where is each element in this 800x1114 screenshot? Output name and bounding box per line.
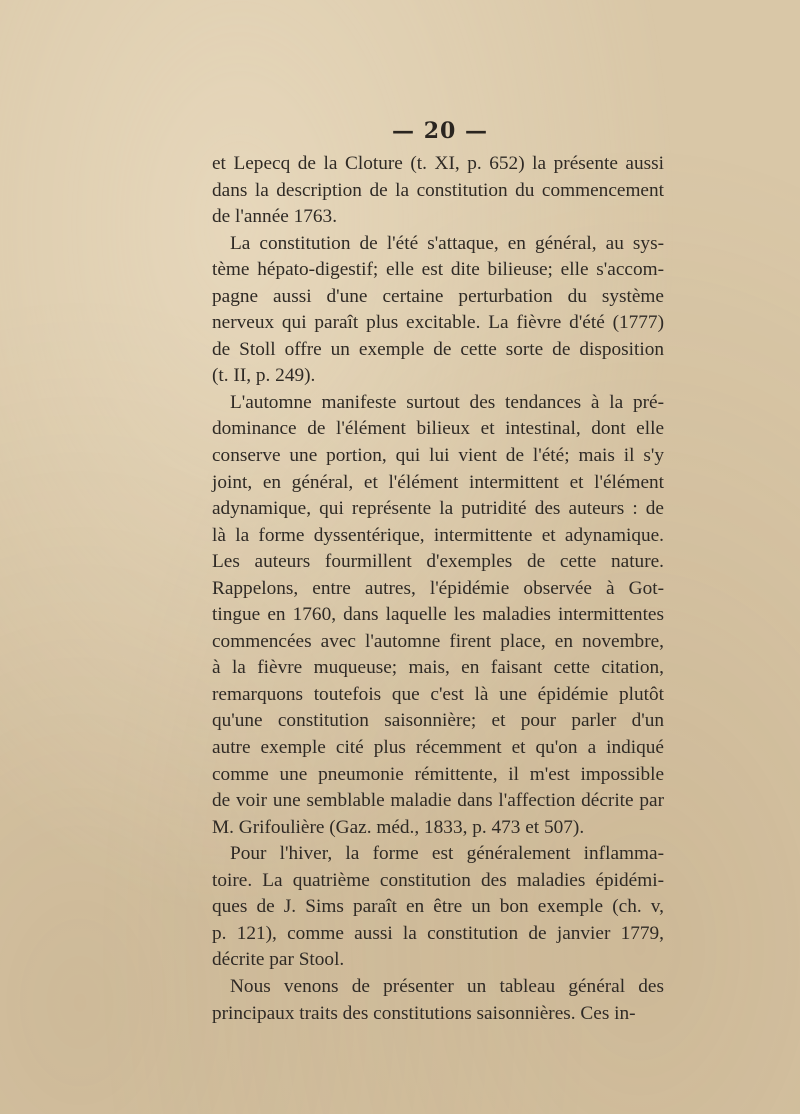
text-line: Pour l'hiver, la forme est généralement inflamma- [230, 843, 664, 865]
text-line: tème hépato-digestif; elle est dite bilieuse; elle s'accom- [212, 259, 664, 281]
text-line: (t. II, p. 249). [212, 365, 316, 387]
body-text [212, 151, 664, 1027]
text-line: autre exemple cité plus récemment et qu'on a indiqué [212, 737, 664, 759]
text-line: de l'année 1763. [212, 206, 338, 228]
text-line: de voir une semblable maladie dans l'affection décrite par [212, 790, 664, 812]
page-number: — 20 — [392, 118, 488, 144]
text-line: pagne aussi d'une certaine perturbation du système [212, 285, 664, 307]
text-line: p. 121), comme aussi la constitution de janvier 1779, [212, 922, 664, 944]
text-line: toire. La quatrième constitution des maladies épidémi- [212, 869, 664, 891]
text-line: Nous venons de présenter un tableau général des [230, 975, 664, 997]
text-line: conserve une portion, qui lui vient de l'été; mais il s'y [212, 445, 664, 467]
text-line: comme une pneumonie rémittente, il m'est impossible [212, 763, 664, 785]
text-line: La constitution de l'été s'attaque, en général, au sys- [230, 232, 664, 254]
text-line: L'automne manifeste surtout des tendances à la pré- [230, 391, 664, 413]
text-line: et Lepecq de la Cloture (t. XI, p. 652) la présente aussi [212, 153, 664, 174]
text-line: dominance de l'élément bilieux et intestinal, dont elle [212, 418, 664, 440]
text-line: décrite par Stool. [212, 949, 345, 971]
text-line: ques de J. Sims paraît en être un bon exemple (ch. v, [212, 896, 664, 918]
text-line: M. Grifoulière (Gaz. méd., 1833, p. 473 et 507). [212, 816, 585, 838]
text-line: dans la description de la constitution du commencement [212, 179, 664, 201]
text-line: à la fièvre muqueuse; mais, en faisant cette citation, [212, 657, 664, 679]
text-line: principaux traits des constitutions saisonnières. Ces in- [212, 1002, 636, 1024]
text-line: remarquons toutefois que c'est là une épidémie plutôt [212, 683, 664, 705]
text-line: tingue en 1760, dans laquelle les maladies intermittentes [212, 604, 664, 626]
text-line: nerveux qui paraît plus excitable. La fièvre d'été (1777) [212, 312, 664, 334]
text-line: commencées avec l'automne firent place, en novembre, [212, 630, 664, 652]
text-line: de Stoll offre un exemple de cette sorte de disposition [212, 338, 664, 360]
text-line: qu'une constitution saisonnière; et pour parler d'un [212, 710, 664, 732]
text-line: Les auteurs fourmillent d'exemples de cette nature. [212, 551, 664, 573]
text-line: là la forme dyssentérique, intermittente et adynamique. [212, 524, 664, 546]
text-line: joint, en général, et l'élément intermittent et l'élément [212, 471, 664, 493]
text-line: adynamique, qui représente la putridité des auteurs : de [212, 498, 664, 520]
text-line: Rappelons, entre autres, l'épidémie observée à Got- [212, 577, 664, 599]
